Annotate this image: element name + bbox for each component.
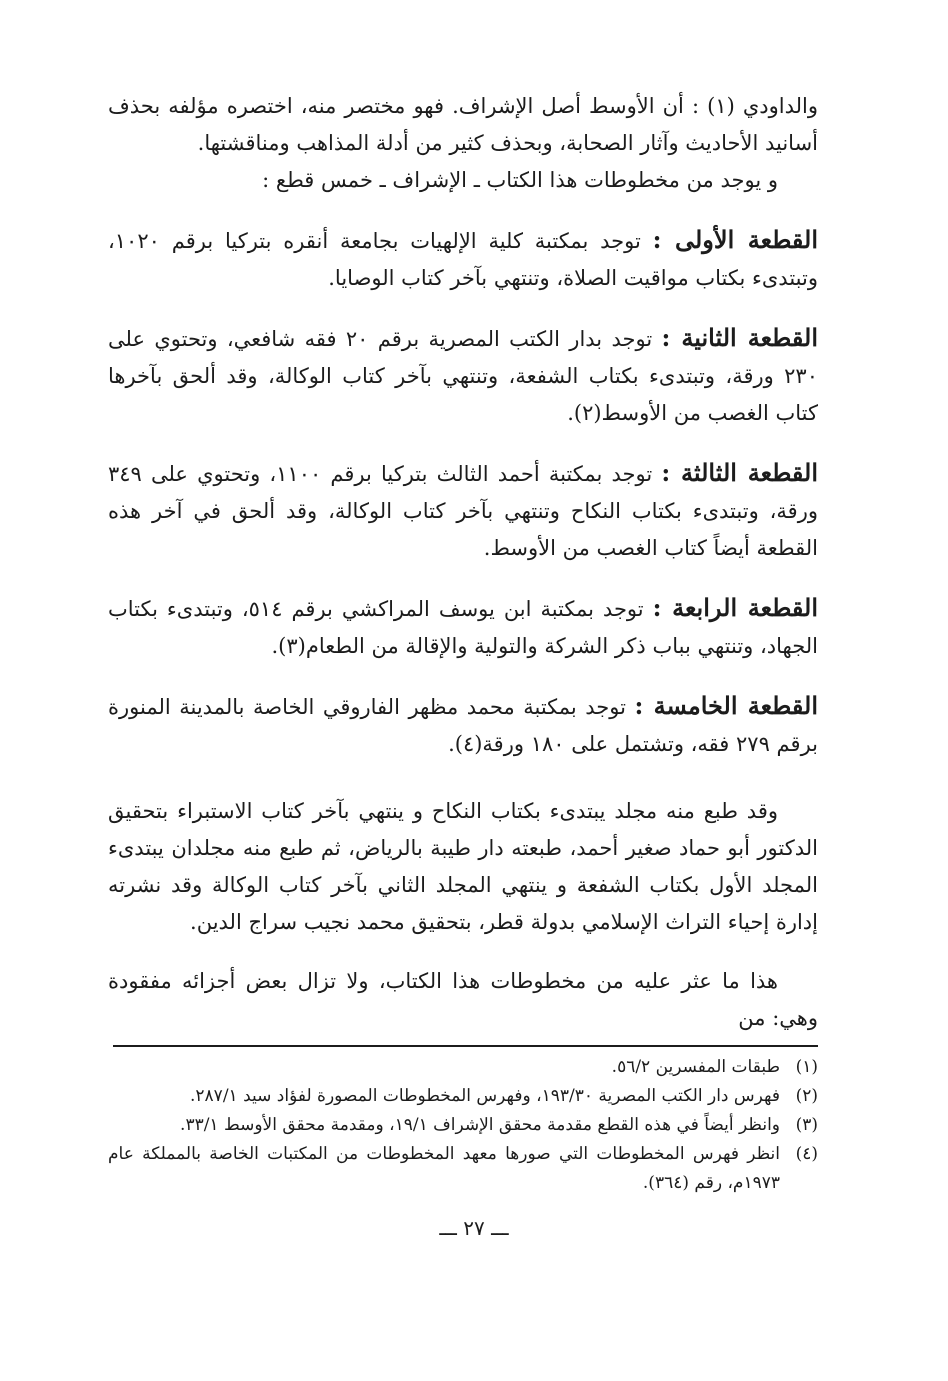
footnote	[108, 1140, 818, 1198]
footnote-number: (١)	[795, 1057, 818, 1077]
section-fifth	[108, 687, 818, 763]
footnote-number: (٤)	[795, 1144, 818, 1164]
page-body	[108, 88, 818, 1198]
section-heading: القطعة الأولى :	[652, 225, 818, 254]
footnote-number: (٣)	[795, 1115, 818, 1135]
section-text: توجد بدار الكتب المصرية برقم ٢٠ فقه شافعي، وتحتوي على ٢٣٠ ورقة، وتبتدىء بكتاب الشفعة، وتنتهي بآخر كتاب الوكالة، وقد ألحق بآخرها كتاب الغصب من الأوسط(٢).	[108, 327, 818, 425]
footnote-text: فهرس دار الكتب المصرية ١٩٣/٣٠، وفهرس المخطوطات المصورة لفؤاد سيد ٢٨٧/١.	[190, 1086, 780, 1106]
page-number: ـــ ٢٧ ـــ	[439, 1216, 509, 1240]
closing-line: هذا ما عثر عليه من مخطوطات هذا الكتاب، ولا تزال بعض أجزائه مفقودة وهي: من	[108, 969, 818, 1030]
manuscripts-count-line: و يوجد من مخطوطات هذا الكتاب ـ الإشراف ـ خمس قطع :	[262, 168, 778, 192]
printing-paragraph: وقد طبع منه مجلد يبتدىء بكتاب النكاح و ينتهي بآخر كتاب الاستبراء بتحقيق الدكتور أبو حماد صغير أحمد، طبعته دار طيبة بالرياض، ثم طبع منه مجلدان يبتدىء المجلد الأول بكتاب الشفعة و ينتهي المجلد الثاني بآخر كتاب الوكالة وقد نشرته إدارة إحياء التراث الإسلامي بدولة قطر، بتحقيق محمد نجيب سراج الدين.	[108, 799, 818, 934]
section-fourth	[108, 589, 818, 665]
footnote-text: انظر فهرس المخطوطات التي صورها معهد المخطوطات من المكتبات الخاصة بالمملكة عام ١٩٧٣م، رقم (٣٦٤).	[108, 1144, 780, 1193]
footnote-text: طبقات المفسرين ٥٦/٢.	[611, 1057, 780, 1077]
section-heading: القطعة الخامسة :	[634, 691, 818, 720]
section-text: توجد بمكتبة محمد مظهر الفاروقي الخاصة بالمدينة المنورة برقم ٢٧٩ فقه، وتشتمل على ١٨٠ ورقة(٤).	[108, 695, 818, 756]
section-third	[108, 454, 818, 567]
section-heading: القطعة الثالثة :	[661, 458, 818, 487]
footnote-number: (٢)	[795, 1086, 818, 1106]
footnote	[108, 1111, 818, 1140]
footnote-divider	[113, 1045, 818, 1047]
section-heading: القطعة الرابعة :	[652, 593, 819, 622]
section-text: توجد بمكتبة ابن يوسف المراكشي برقم ٥١٤، وتبتدىء بكتاب الجهاد، وتنتهي بباب ذكر الشركة والتولية والإقالة من الطعام(٣).	[108, 597, 818, 658]
footnote	[108, 1053, 818, 1082]
section-text: توجد بمكتبة أحمد الثالث بتركيا برقم ١١٠٠، وتحتوي على ٣٤٩ ورقة، وتبتدىء بكتاب النكاح وتنتهي بآخر كتاب الوكالة، وقد ألحق في آخر هذه القطعة أيضاً كتاب الغصب من الأوسط.	[108, 462, 818, 560]
intro-paragraph: والداودي (١) : أن الأوسط أصل الإشراف. فهو مختصر منه، اختصره مؤلفه بحذف أسانيد الأحاديث وآثار الصحابة، وبحذف كثير من أدلة المذاهب ومناقشتها.	[108, 94, 819, 155]
footnote	[108, 1082, 818, 1111]
section-first	[108, 221, 818, 297]
footnote-text: وانظر أيضاً في هذه القطع مقدمة محقق الإشراف ١٩/١، ومقدمة محقق الأوسط ٣٣/١.	[180, 1115, 780, 1135]
section-heading: القطعة الثانية :	[661, 323, 818, 352]
section-text: توجد بمكتبة كلية الإلهيات بجامعة أنقره بتركيا برقم ١٠٢٠، وتبتدىء بكتاب مواقيت الصلاة، وتنتهي بآخر كتاب الوصايا.	[108, 229, 818, 290]
section-second	[108, 319, 818, 432]
